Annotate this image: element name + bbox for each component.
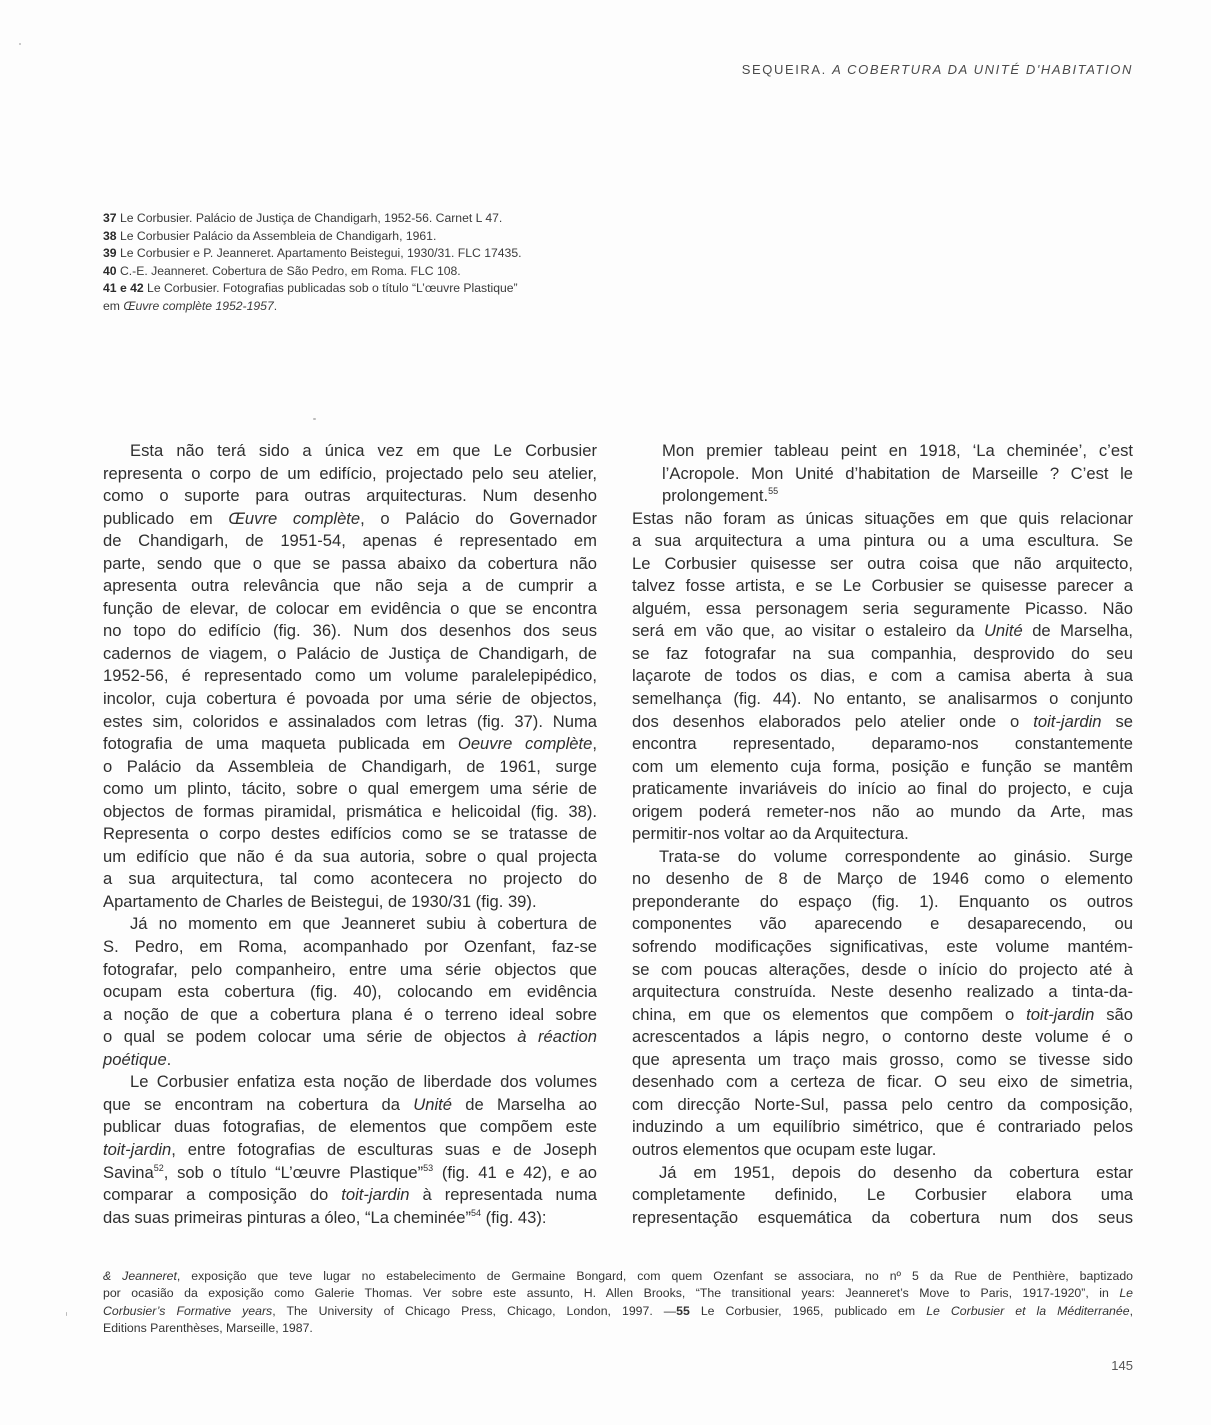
caption-text: Le Corbusier. Fotografias publicadas sob o título “L’œuvre Plastique” <box>143 281 518 296</box>
text-line: apresenta outra relevância que não seja a de cumprir a <box>103 576 597 596</box>
caption-37 <box>103 210 613 228</box>
text-line: função de elevar, de colocar em evidência o que se encontra <box>103 598 597 618</box>
text-line: se faz fotografar na sua companhia, desprovido do seu <box>632 643 1133 663</box>
caption-38 <box>103 228 613 246</box>
footnote-ref: 55 <box>768 486 779 497</box>
text-line: sofrendo modificações significativas, este volume mantém- <box>632 937 1133 957</box>
caption-40 <box>103 263 613 281</box>
text-line: com um elemento cuja forma, posição e função se mantêm <box>632 756 1133 776</box>
caption-39 <box>103 245 613 263</box>
text-line: objectos de formas piramidal, prismática e helicoidal (fig. 38). <box>103 801 597 821</box>
text-line: S. Pedro, em Roma, acompanhado por Ozenfant, faz-se <box>103 937 597 957</box>
text-line: toit-jardin, entre fotografias de esculturas suas e de Joseph <box>103 1139 597 1159</box>
quote-line: l’Acropole. Mon Unité d’habitation de Marseille ? C’est le <box>662 463 1133 483</box>
text-line: Esta não terá sido a única vez em que Le Corbusier <box>130 441 597 460</box>
text-line: representação esquemática da cobertura num dos seus <box>632 1207 1133 1227</box>
text-line: como um plinto, tácito, sobre o qual emergem uma série de <box>103 779 597 799</box>
text-line: no topo do edifício (fig. 36). Num dos desenhos dos seus <box>103 621 597 641</box>
text-line: componentes vão aparecendo e desaparecendo, ou <box>632 914 1133 934</box>
quote-line: prolongement.$^{55}$ <box>662 486 779 506</box>
text-line: a sua arquitectura, tal como acontecera no projecto do <box>103 869 597 889</box>
bold-text: 55 <box>676 1303 690 1318</box>
running-head-author: SEQUEIRA. <box>741 62 827 77</box>
text-line: parte, sendo que o que se passa abaixo da cobertura não <box>103 553 597 573</box>
footnote-line: Editions Parenthèses, Marseille, 1987. <box>103 1321 313 1336</box>
footnote-line: & Jeanneret, exposição que teve lugar no estabelecimento de Germaine Bongard, com quem Ozenfant se associara, no nº 5 da Rue de Penthière, baptizado <box>103 1269 1134 1283</box>
text-line: outros elementos que ocupam este lugar. <box>632 1139 937 1159</box>
caption-41-42 <box>103 280 613 298</box>
italic-text: toit-jardin <box>1026 1004 1095 1024</box>
running-head <box>560 62 1133 77</box>
text-line: Estas não foram as únicas situações em que quis relacionar <box>632 508 1133 528</box>
text-line: a sua arquitectura a uma pintura ou a uma escultura. Se <box>632 531 1133 551</box>
italic-text: toit-jardin <box>103 1139 172 1159</box>
caption-italic-title: Œuvre complète 1952-1957 <box>123 298 274 313</box>
italic-text: Unité <box>413 1094 453 1114</box>
italic-text: Corbusier’s Formative years <box>103 1303 273 1318</box>
body-column-right <box>632 440 1133 1229</box>
text-line: dos desenhos elaborados pelo atelier onde o toit-jardin se <box>632 711 1133 731</box>
italic-text: Unité <box>983 621 1023 641</box>
text-line: será em vão que, ao visitar o estaleiro da Unité de Marselha, <box>632 621 1133 641</box>
text-line: o Palácio da Assembleia de Chandigarh, de 1961, surge <box>103 756 597 776</box>
caption-number: 39 <box>103 246 117 261</box>
page-number: 145 <box>1111 1358 1133 1373</box>
scan-speck <box>66 1312 67 1316</box>
footnote-ref: 54 <box>471 1207 482 1218</box>
text-line: desenhado com a certeza de ficar. O seu eixo de simetria, <box>632 1072 1133 1092</box>
italic-text: Oeuvre complète <box>457 734 593 754</box>
text-line: a noção de que a cobertura plana é o terreno ideal sobre <box>103 1004 597 1024</box>
quote-line: Mon premier tableau peint en 1918, ‘La cheminée’, c’est <box>662 441 1133 460</box>
text-line: Savina$^{52}$, sob o título “L’œuvre Plastique”$^{53}$ (fig. 41 e 42), e ao <box>103 1162 597 1182</box>
text-line: induzindo a um equilíbrio simétrico, que é contrariado pelos <box>632 1117 1133 1137</box>
text-line: Apartamento de Charles de Beistegui, de 1930/31 (fig. 39). <box>103 891 537 911</box>
text-line: Representa o corpo destes edifícios como se se tratasse de <box>103 824 597 844</box>
text-line: que se encontram na cobertura da Unité de Marselha ao <box>103 1094 597 1114</box>
text-line: representa o corpo de um edifício, projectado pelo seu atelier, <box>103 463 597 483</box>
text-line: comparar a composição do toit-jardin à representada numa <box>103 1185 597 1205</box>
text-line: publicado em Œuvre complète, o Palácio do Governador <box>103 508 597 528</box>
caption-text: Le Corbusier e P. Jeanneret. Apartamento Beistegui, 1930/31. FLC 17435. <box>116 246 522 261</box>
caption-text: em <box>103 298 124 313</box>
footnote-ref: 53 <box>423 1162 434 1173</box>
text-line: acrescentados a lápis negro, o contorno deste volume é o <box>632 1027 1133 1047</box>
text-line: china, em que os elementos que compõem o toit-jardin são <box>632 1004 1133 1024</box>
caption-number: 41 e 42 <box>103 281 144 296</box>
text-line: semelhança (fig. 44). No entanto, se analisarmos o conjunto <box>632 689 1133 709</box>
italic-text: & Jeanneret <box>103 1269 177 1283</box>
scan-speck <box>313 418 316 420</box>
text-line: fotografar, pelo companheiro, entre uma série objectos que <box>103 959 597 979</box>
text-line: talvez fosse artista, e se Le Corbusier se quisesse parecer a <box>632 576 1133 596</box>
footnote-ref: 52 <box>153 1162 164 1173</box>
text-line: se com poucas alterações, desde o início do projecto até à <box>632 959 1133 979</box>
italic-text: poétique <box>103 1049 167 1069</box>
text-line: incolor, cuja cobertura é povoada por uma série de objectos, <box>103 689 597 709</box>
caption-text: Le Corbusier. Palácio de Justiça de Chandigarh, 1952-56. Carnet L 47. <box>116 211 503 225</box>
running-head-title: A COBERTURA DA UNITÉ D'HABITATION <box>832 62 1133 77</box>
text-line: laçarote de todos os dias, e com a camisa aberta à sua <box>632 666 1133 686</box>
footnote-line: por ocasião da exposição como Galerie Thomas. Ver sobre este assunto, H. Allen Brooks, “The transitional years: Jeanneret’s Move to Paris, 1917-1920”, in Le <box>103 1286 1133 1301</box>
text-line: que apresenta um traço mais grosso, como se tivesse sido <box>632 1049 1133 1069</box>
text-line: de Chandigarh, de 1951-54, apenas é representado em <box>103 531 597 551</box>
text-line: permitir-nos voltar ao da Arquitectura. <box>632 824 909 844</box>
text-line: encontra representado, deparamo-nos constantemente <box>632 734 1133 754</box>
caption-number: 38 <box>103 228 117 243</box>
text-line: ocupam esta cobertura (fig. 40), colocando em evidência <box>103 982 597 1002</box>
text-line: das suas primeiras pinturas a óleo, “La cheminée”$^{54}$ (fig. 43): <box>103 1207 547 1227</box>
text-line: 1952-56, é representado como um volume paralelepipédico, <box>103 666 597 686</box>
text-line: praticamente invariáveis do início ao final do projecto, e cuja <box>632 779 1133 799</box>
text-line: origem poderá remeter-nos não ao mundo da Arte, mas <box>632 801 1133 821</box>
text-line: no desenho de 8 de Março de 1946 como o elemento <box>632 869 1133 889</box>
text-line: preponderante do espaço (fig. 1). Enquanto os outros <box>632 891 1133 911</box>
caption-41-42-continued <box>103 298 613 316</box>
caption-text: Le Corbusier Palácio da Assembleia de Chandigarh, 1961. <box>116 228 437 243</box>
italic-text: à réaction <box>517 1027 597 1047</box>
italic-text: toit-jardin <box>1033 711 1102 731</box>
text-line: um edifício que não é da sua autoria, sobre o qual projecta <box>103 846 597 866</box>
caption-text: . <box>273 298 278 313</box>
text-line: publicar duas fotografias, de elementos que compõem este <box>103 1117 597 1137</box>
italic-text: Le <box>1119 1286 1133 1301</box>
text-line: alguém, essa personagem seria seguramente Picasso. Não <box>632 598 1133 618</box>
block-quote <box>632 440 1133 508</box>
text-line: arquitectura construída. Neste desenho realizado a tinta-da- <box>632 982 1133 1002</box>
text-line: cadernos de viagem, o Palácio de Justiça de Chandigarh, de <box>103 643 597 663</box>
text-line: Já no momento em que Jeanneret subiu à cobertura de <box>130 914 597 934</box>
text-line: o qual se podem colocar uma série de objectos à réaction <box>103 1027 597 1047</box>
footnotes <box>103 1268 1133 1338</box>
caption-number: 40 <box>103 263 117 278</box>
text-line: Le Corbusier enfatiza esta noção de liberdade dos volumes <box>130 1072 597 1092</box>
italic-text: toit-jardin <box>341 1185 410 1205</box>
footnote-line: Corbusier’s Formative years, The University of Chicago Press, Chicago, London, 1997. —55 Le Corbusier, 1965, publicado em Le Corbusier et la Méditerranée, <box>103 1303 1133 1318</box>
text-line: estes sim, coloridos e assinalados com letras (fig. 37). Numa <box>103 711 597 731</box>
text-line: Já em 1951, depois do desenho da cobertura estar <box>659 1162 1133 1182</box>
text-line: como o suporte para outras arquitecturas. Num desenho <box>103 486 597 506</box>
text-line: Le Corbusier quisesse ser outra coisa que não arquitecto, <box>632 553 1133 573</box>
scan-speck <box>19 43 21 45</box>
caption-text: C.-E. Jeanneret. Cobertura de São Pedro, em Roma. FLC 108. <box>116 263 461 278</box>
body-column-left <box>103 440 597 1229</box>
text-line: com direcção Norte-Sul, passa pelo centro da composição, <box>632 1094 1133 1114</box>
text-line: fotografia de uma maqueta publicada em Oeuvre complète, <box>103 734 597 754</box>
text-line: completamente definido, Le Corbusier elabora uma <box>632 1185 1133 1205</box>
italic-text: Œuvre complète <box>228 508 361 528</box>
text-line: Trata-se do volume correspondente ao ginásio. Surge <box>659 846 1133 866</box>
text-line: poétique. <box>103 1049 172 1069</box>
figure-captions <box>103 210 613 316</box>
italic-text: Le Corbusier et la Méditerranée <box>926 1303 1130 1318</box>
caption-number: 37 <box>103 211 117 225</box>
